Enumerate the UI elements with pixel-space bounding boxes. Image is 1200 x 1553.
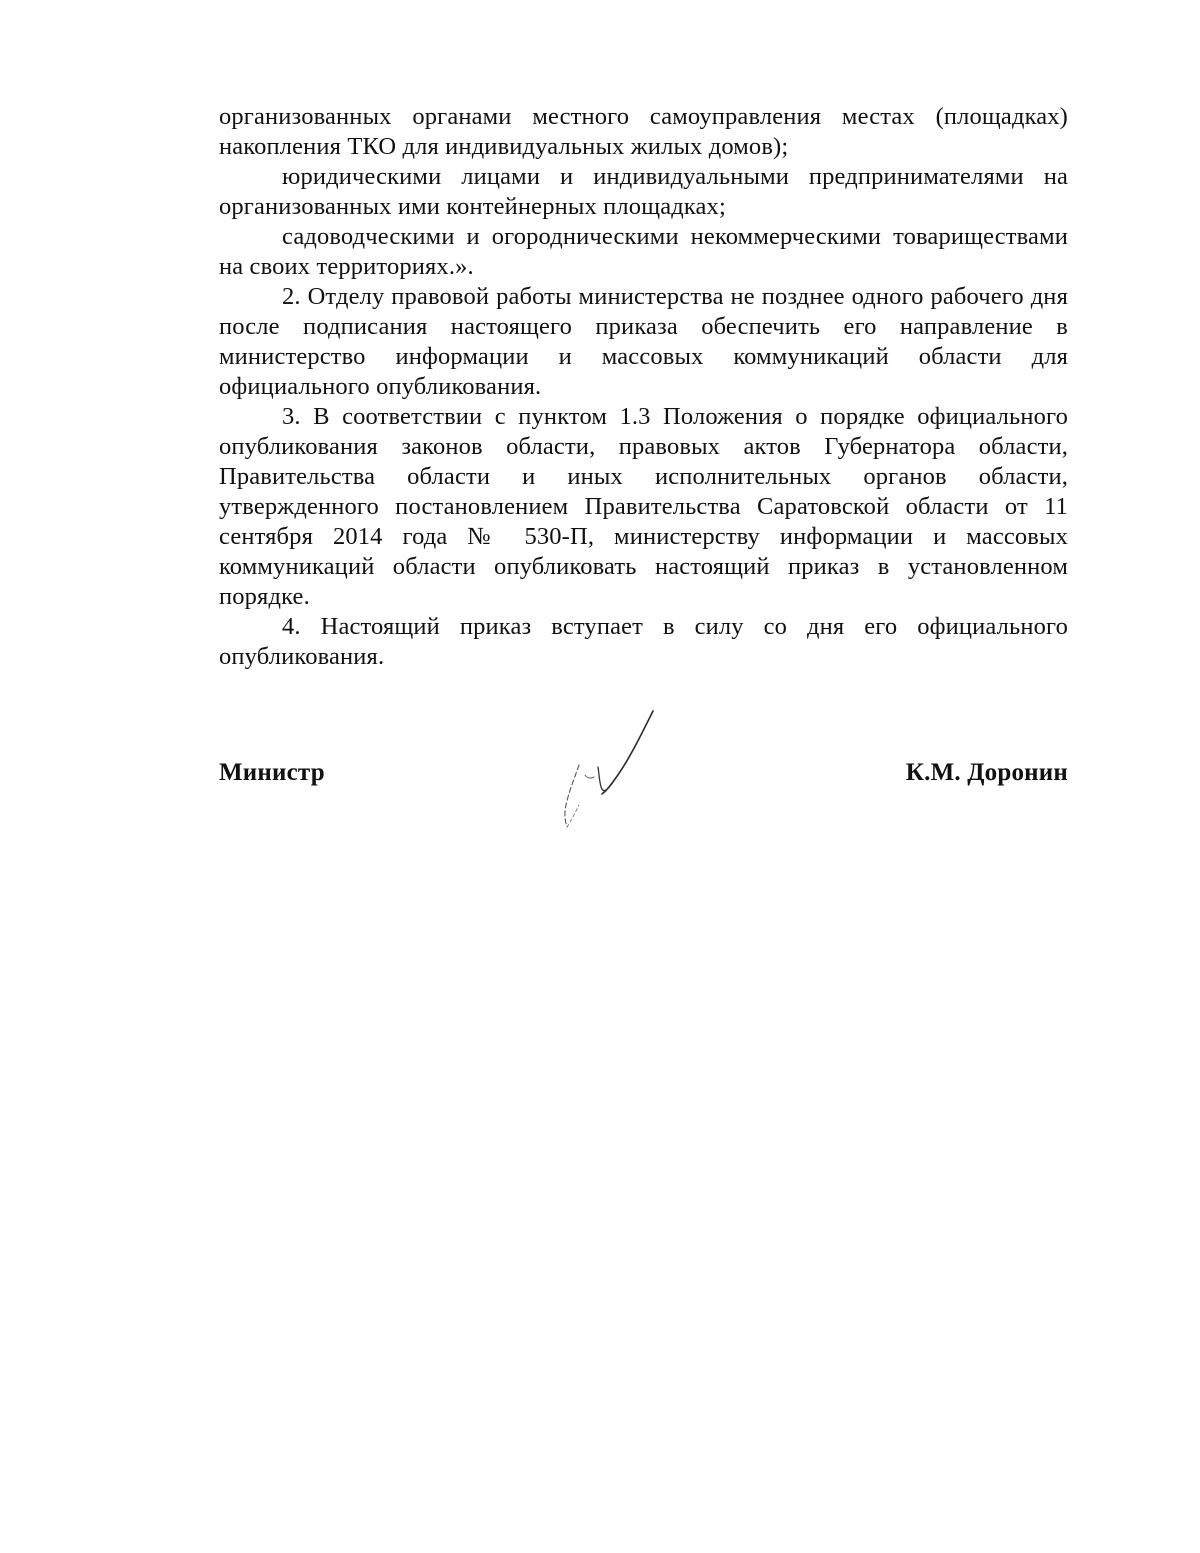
signatory-position: Министр xyxy=(219,759,325,786)
paragraph-legal-entities: юридическими лицами и индивидуальными предпринимателями на организованных ими контейнерных площадках; xyxy=(219,163,1068,220)
paragraph-item-2: 2. Отделу правовой работы министерства не позднее одного рабочего дня после подписания настоящего приказа обеспечить его направление в министерство информации и массовых коммуникаций области для официального опубликования. xyxy=(219,283,1068,400)
signatory-name: К.М. Доронин xyxy=(905,759,1068,786)
handwritten-signature xyxy=(545,705,665,835)
paragraph-garden-partnerships: садоводческими и огородническими некоммерческими товариществами на своих территориях.». xyxy=(219,223,1068,280)
paragraph-item-3: 3. В соответствии с пунктом 1.3 Положения о порядке официального опубликования законов области, правовых актов Губернатора области, Правительства области и иных исполнительных органов области, утвержденного постановлением Правительства Саратовской области от 11 сентября 2014 года № 530-П, министерству информации и массовых коммуникаций области опубликовать настоящий приказ в установленном порядке. xyxy=(219,403,1068,610)
document-body xyxy=(219,102,1068,672)
paragraph-continuation: организованных органами местного самоуправления местах (площадках) накопления ТКО для индивидуальных жилых домов); xyxy=(219,103,1068,160)
paragraph-item-4: 4. Настоящий приказ вступает в силу со дня его официального опубликования. xyxy=(219,613,1068,670)
